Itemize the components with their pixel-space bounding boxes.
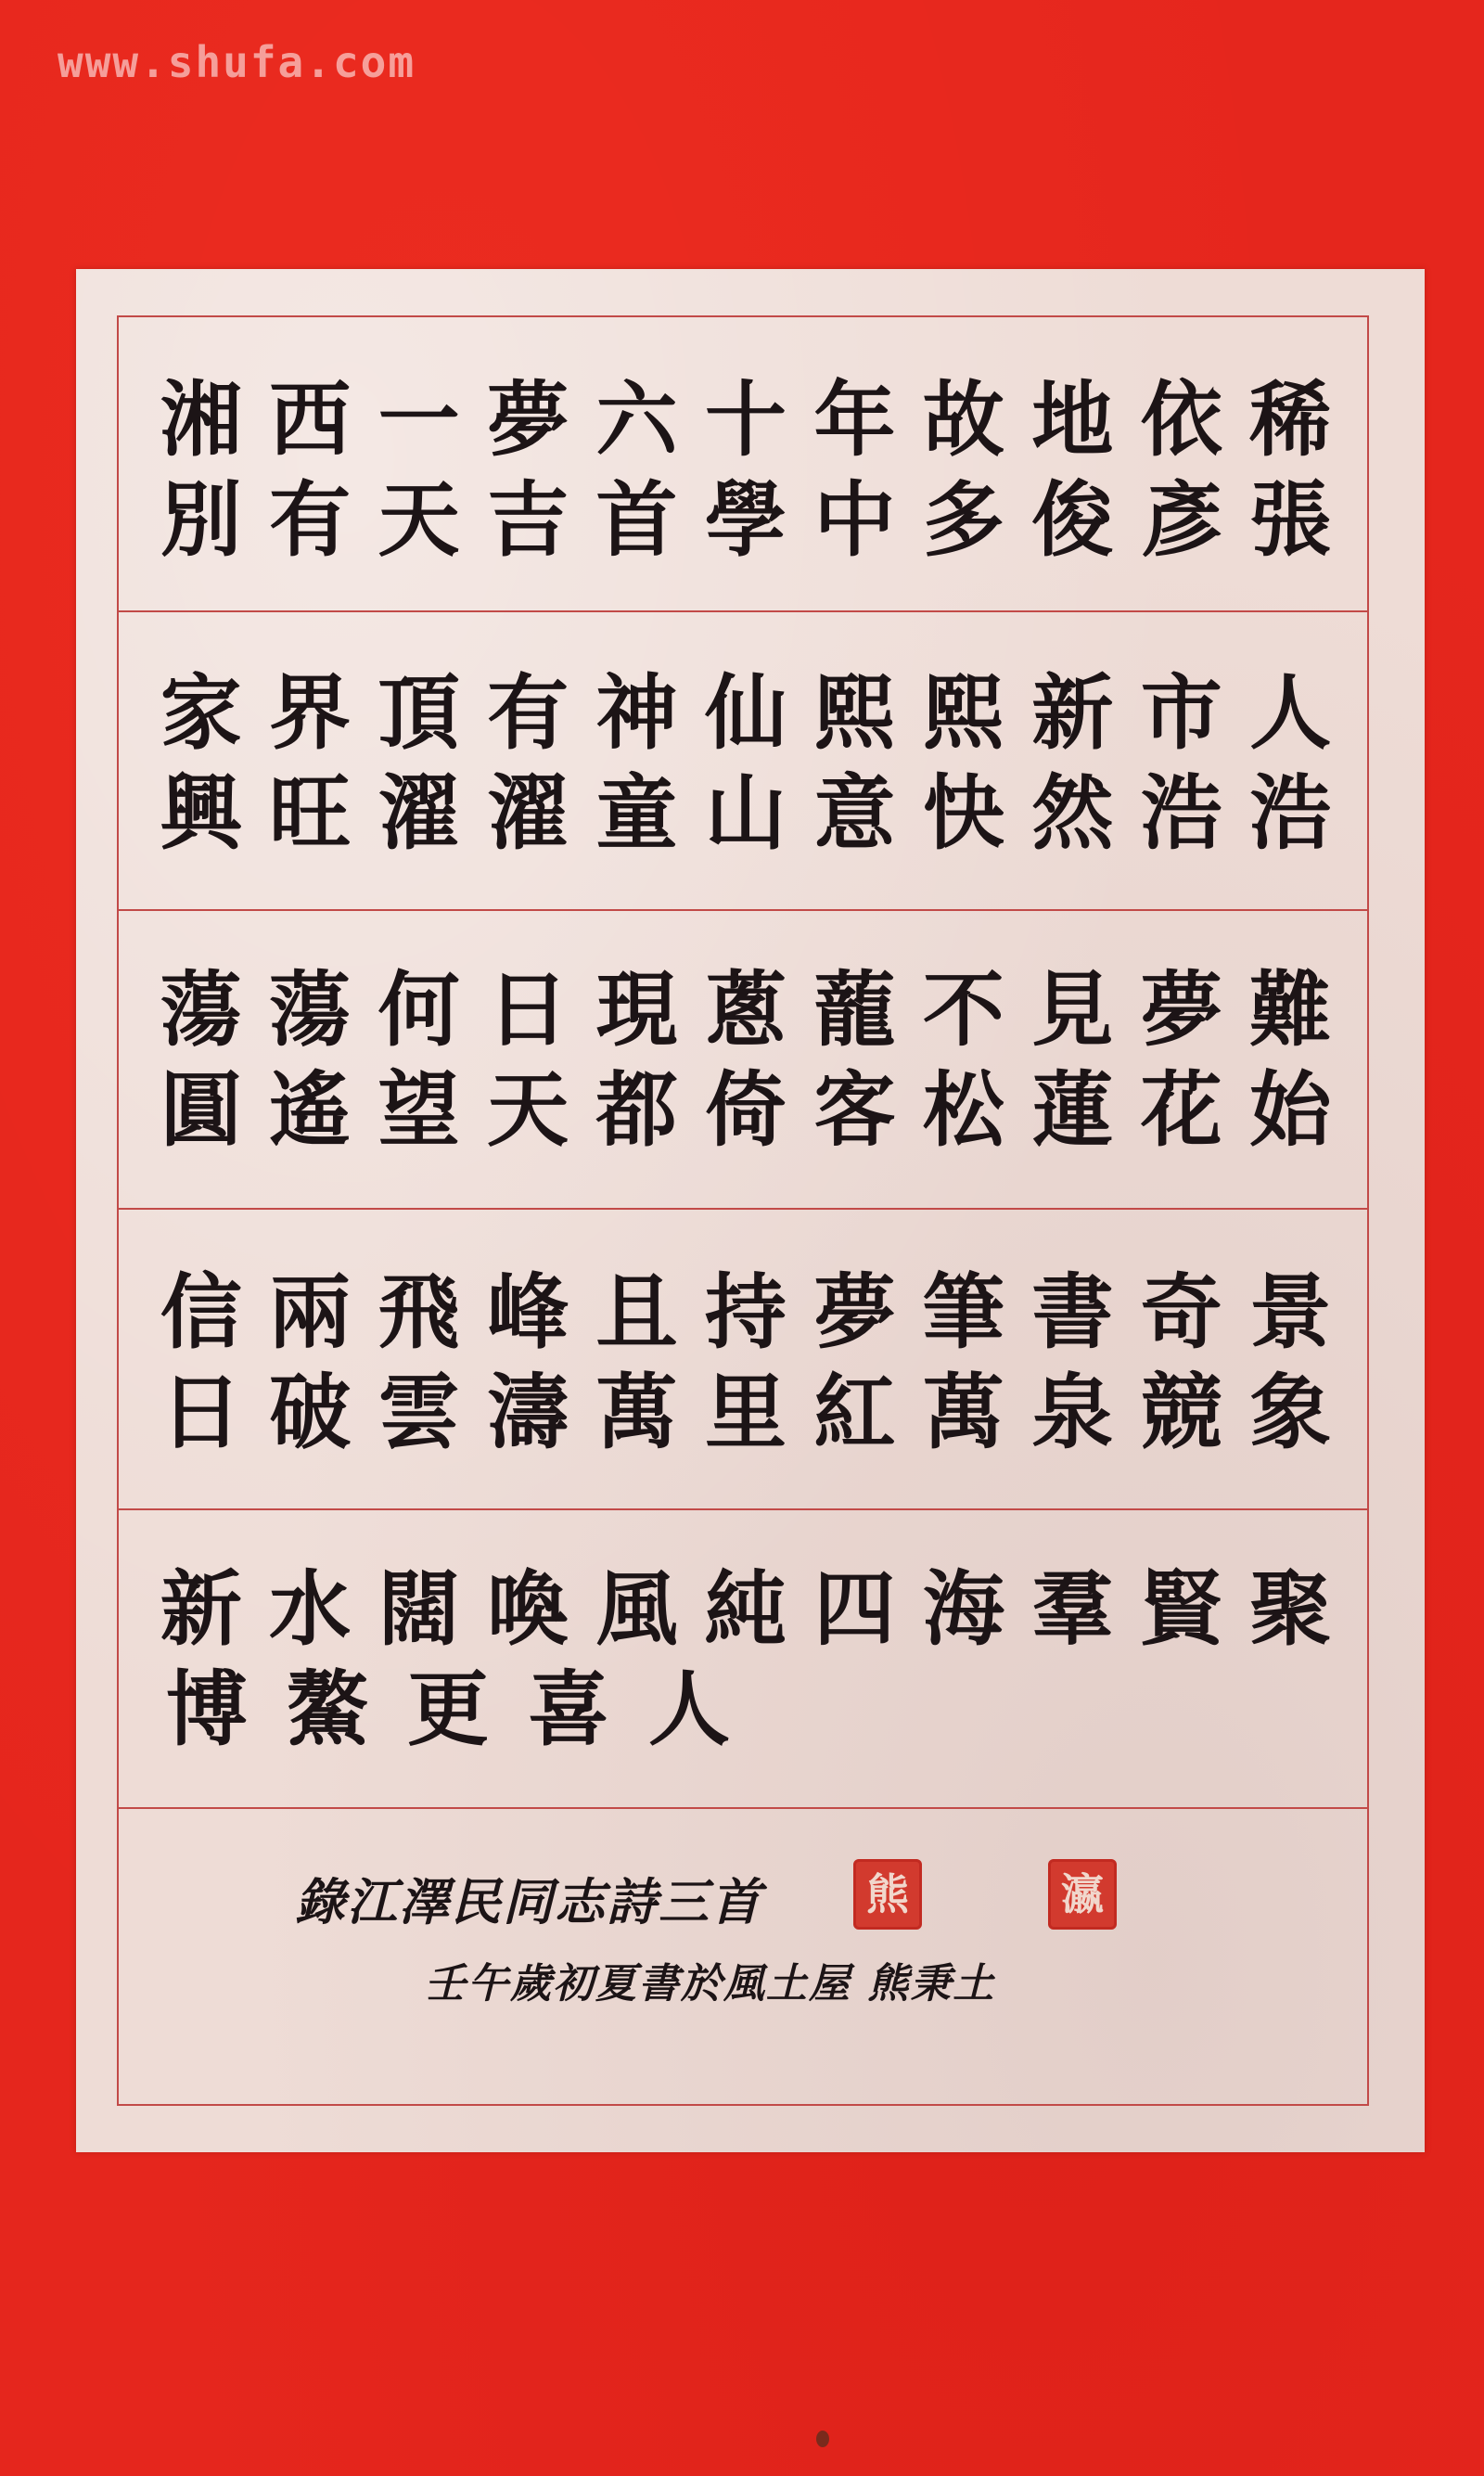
character: 羣: [1031, 1560, 1114, 1657]
character: 神: [595, 664, 678, 761]
mount-stain: [816, 2431, 829, 2447]
character: 濯: [487, 764, 569, 861]
character: 十: [704, 371, 787, 468]
poem-section: [119, 911, 1367, 1210]
inscription-line: 錄江澤民同志詩三首: [295, 1872, 762, 1931]
studio-seal: 瀛: [1048, 1859, 1117, 1930]
character: 里: [704, 1364, 787, 1460]
character: 倚: [704, 1061, 787, 1158]
character: 持: [704, 1264, 787, 1360]
character: 更: [406, 1661, 489, 1757]
character: 兩: [269, 1264, 352, 1360]
character: 日: [160, 1364, 242, 1460]
character: 天: [377, 471, 460, 568]
poem-line: [147, 1662, 1345, 1755]
character: 意: [813, 764, 896, 861]
character: 蓮: [1031, 1061, 1114, 1158]
character: 遙: [269, 1061, 352, 1158]
character: 夢: [487, 371, 569, 468]
character: 仙: [704, 664, 787, 761]
character: 人: [1249, 664, 1332, 761]
character: 筆: [922, 1264, 1004, 1360]
character: 信: [160, 1264, 242, 1360]
character: 始: [1249, 1061, 1332, 1158]
character: 喚: [487, 1560, 569, 1657]
character: 興: [160, 764, 242, 861]
character: 見: [1031, 961, 1114, 1058]
character: 然: [1031, 764, 1114, 861]
character: 俊: [1031, 471, 1114, 568]
character: 松: [922, 1061, 1004, 1158]
character: 依: [1140, 371, 1222, 468]
character: 張: [1249, 471, 1332, 568]
calligraphy-paper: [76, 269, 1425, 2152]
character: 有: [269, 471, 352, 568]
character: 純: [704, 1560, 787, 1657]
character: 一: [377, 371, 460, 468]
character: 峰: [487, 1264, 569, 1360]
poem-line: [147, 963, 1345, 1056]
character: 地: [1031, 371, 1114, 468]
character: 紅: [813, 1364, 896, 1460]
poem-line: [147, 766, 1345, 859]
character: 首: [595, 471, 678, 568]
character: 旺: [269, 764, 352, 861]
character: 望: [377, 1061, 460, 1158]
character: 都: [595, 1061, 678, 1158]
character: 書: [1031, 1264, 1114, 1360]
character: 吉: [487, 471, 569, 568]
character: 海: [922, 1560, 1004, 1657]
poem-line: [147, 1562, 1345, 1655]
character: 象: [1249, 1364, 1332, 1460]
character: 彥: [1140, 471, 1222, 568]
character: 圓: [160, 1061, 242, 1158]
character: 六: [595, 371, 678, 468]
poem-line: [147, 1366, 1345, 1458]
character: 多: [922, 471, 1004, 568]
poem-line: [147, 373, 1345, 466]
character: 故: [922, 371, 1004, 468]
character: 四: [813, 1560, 896, 1657]
character: 人: [647, 1661, 730, 1757]
character: 中: [813, 471, 896, 568]
poem-section: [119, 612, 1367, 911]
poem-line: [147, 1265, 1345, 1358]
character: 花: [1140, 1061, 1222, 1158]
character: 水: [269, 1560, 352, 1657]
character: 飛: [377, 1264, 460, 1360]
character: 萬: [922, 1364, 1004, 1460]
character: 雲: [377, 1364, 460, 1460]
character: 不: [922, 961, 1004, 1058]
character: 現: [595, 961, 678, 1058]
poem-section: [119, 1510, 1367, 1809]
character: 風: [595, 1560, 678, 1657]
character: 新: [160, 1560, 242, 1657]
signature-section: [119, 1809, 1367, 2104]
character: 客: [813, 1061, 896, 1158]
character: 學: [704, 471, 787, 568]
character: 天: [487, 1061, 569, 1158]
character: 何: [377, 961, 460, 1058]
character: 鰲: [286, 1661, 368, 1757]
character: 年: [813, 371, 896, 468]
character: 泉: [1031, 1364, 1114, 1460]
character: 界: [269, 664, 352, 761]
character: 童: [595, 764, 678, 861]
character: 別: [160, 471, 242, 568]
character: 蔥: [704, 961, 787, 1058]
character: 蕩: [160, 961, 242, 1058]
character: 家: [160, 664, 242, 761]
character: 浩: [1249, 764, 1332, 861]
name-seal: 熊: [853, 1859, 922, 1930]
poem-section: [119, 317, 1367, 612]
character: 博: [165, 1661, 248, 1757]
site-watermark: www.shufa.com: [58, 37, 416, 87]
character: 市: [1140, 664, 1222, 761]
character: 且: [595, 1264, 678, 1360]
character: 闊: [377, 1560, 460, 1657]
poem-line: [147, 666, 1345, 759]
character: 西: [269, 371, 352, 468]
ruled-frame: [117, 315, 1369, 2106]
character: 破: [269, 1364, 352, 1460]
character: 頂: [377, 664, 460, 761]
character: 蘢: [813, 961, 896, 1058]
character: 熙: [922, 664, 1004, 761]
character: 夢: [813, 1264, 896, 1360]
date-signature-line: 壬午歲初夏書於風土屋 熊秉土: [425, 1960, 996, 2008]
character: 蕩: [269, 961, 352, 1058]
character: 賢: [1140, 1560, 1222, 1657]
poem-line: [147, 473, 1345, 566]
character: 湘: [160, 371, 242, 468]
poem-section: [119, 1210, 1367, 1510]
character: 濤: [487, 1364, 569, 1460]
character: 快: [922, 764, 1004, 861]
character: 稀: [1249, 371, 1332, 468]
character: 萬: [595, 1364, 678, 1460]
character: 熙: [813, 664, 896, 761]
character: 難: [1249, 961, 1332, 1058]
character: 有: [487, 664, 569, 761]
character: 日: [487, 961, 569, 1058]
character: 景: [1249, 1264, 1332, 1360]
character: 夢: [1140, 961, 1222, 1058]
character: 奇: [1140, 1264, 1222, 1360]
character: 新: [1031, 664, 1114, 761]
poem-line: [147, 1063, 1345, 1156]
character: 喜: [527, 1661, 609, 1757]
character: 浩: [1140, 764, 1222, 861]
character: 聚: [1249, 1560, 1332, 1657]
character: 濯: [377, 764, 460, 861]
character: 競: [1140, 1364, 1222, 1460]
character: 山: [704, 764, 787, 861]
